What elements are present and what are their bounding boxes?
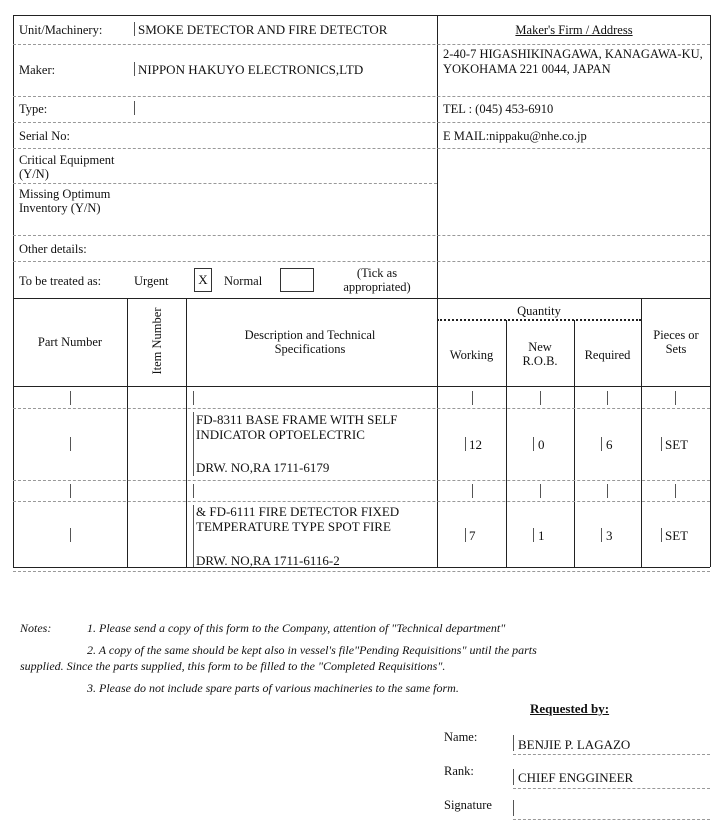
name-value[interactable]: BENJIE P. LAGAZO bbox=[518, 737, 631, 752]
row1-required[interactable]: 6 bbox=[606, 437, 613, 452]
unit-machinery-value[interactable]: SMOKE DETECTOR AND FIRE DETECTOR bbox=[138, 22, 388, 37]
serial-label: Serial No: bbox=[19, 129, 71, 143]
urgent-checkbox[interactable]: X bbox=[194, 268, 212, 292]
col-description: Description and Technical Specifications bbox=[244, 328, 376, 356]
rank-value[interactable]: CHIEF ENGGINEER bbox=[518, 770, 634, 785]
notes-label: Notes: bbox=[20, 621, 52, 635]
col-required: Required bbox=[584, 348, 631, 362]
note-3: 3. Please do not include spare parts of various machineries to the same form. bbox=[87, 681, 459, 695]
maker-address: 2-40-7 HIGASHIKINAGAWA, KANAGAWA-KU, YOKOHAMA 221 0044, JAPAN bbox=[443, 47, 703, 76]
normal-checkbox[interactable] bbox=[280, 268, 314, 292]
note-2b: supplied. Since the parts supplied, this form to be filled to the "Completed Requisitions". bbox=[20, 659, 446, 673]
rank-label: Rank: bbox=[444, 764, 474, 778]
col-working: Working bbox=[449, 348, 494, 362]
row2-pieces[interactable]: SET bbox=[665, 528, 689, 543]
row1-new-rob[interactable]: 0 bbox=[538, 437, 545, 452]
signature-label: Signature bbox=[444, 798, 492, 812]
name-label: Name: bbox=[444, 730, 478, 744]
col-new-rob: New R.O.B. bbox=[522, 340, 558, 368]
critical-equipment-label: Critical Equipment (Y/N) bbox=[19, 153, 115, 181]
note-2a: 2. A copy of the same should be kept also in vessel's file"Pending Requisitions" until the parts bbox=[87, 643, 537, 657]
row2-new-rob[interactable]: 1 bbox=[538, 528, 545, 543]
col-pieces-sets: Pieces or Sets bbox=[653, 328, 699, 356]
note-1: 1. Please send a copy of this form to the Company, attention of "Technical department" bbox=[87, 621, 506, 635]
row2-description[interactable]: & FD-6111 FIRE DETECTOR FIXED TEMPERATURE TYPE SPOT FIRE bbox=[196, 504, 400, 534]
col-item-number: Item Number bbox=[150, 307, 164, 375]
row2-drawing-no[interactable]: DRW. NO,RA 1711-6116-2 bbox=[196, 553, 340, 568]
row1-description[interactable]: FD-8311 BASE FRAME WITH SELF INDICATOR OPTOELECTRIC bbox=[196, 412, 398, 442]
row1-pieces[interactable]: SET bbox=[665, 437, 689, 452]
unit-machinery-label: Unit/Machinery: bbox=[19, 23, 103, 37]
maker-email: E MAIL:nippaku@nhe.co.jp bbox=[443, 129, 587, 143]
col-quantity: Quantity bbox=[517, 304, 561, 318]
requested-by-title: Requested by: bbox=[530, 701, 610, 716]
row2-working[interactable]: 7 bbox=[469, 528, 476, 543]
tick-note: (Tick as appropriated) bbox=[343, 266, 411, 294]
maker-tel: TEL : (045) 453-6910 bbox=[443, 102, 554, 116]
treated-as-label: To be treated as: bbox=[19, 274, 102, 288]
col-part-number: Part Number bbox=[37, 335, 103, 349]
urgent-label: Urgent bbox=[134, 274, 169, 288]
maker-value[interactable]: NIPPON HAKUYO ELECTRONICS,LTD bbox=[138, 62, 364, 77]
missing-inventory-label: Missing Optimum Inventory (Y/N) bbox=[19, 187, 111, 215]
normal-label: Normal bbox=[224, 274, 263, 288]
maker-label: Maker: bbox=[19, 63, 56, 77]
row1-drawing-no[interactable]: DRW. NO,RA 1711-6179 bbox=[196, 460, 330, 475]
other-details-label: Other details: bbox=[19, 242, 87, 256]
row2-required[interactable]: 3 bbox=[606, 528, 613, 543]
row1-working[interactable]: 12 bbox=[469, 437, 482, 452]
type-label: Type: bbox=[19, 102, 48, 116]
makers-firm-title: Maker's Firm / Address bbox=[515, 23, 633, 37]
